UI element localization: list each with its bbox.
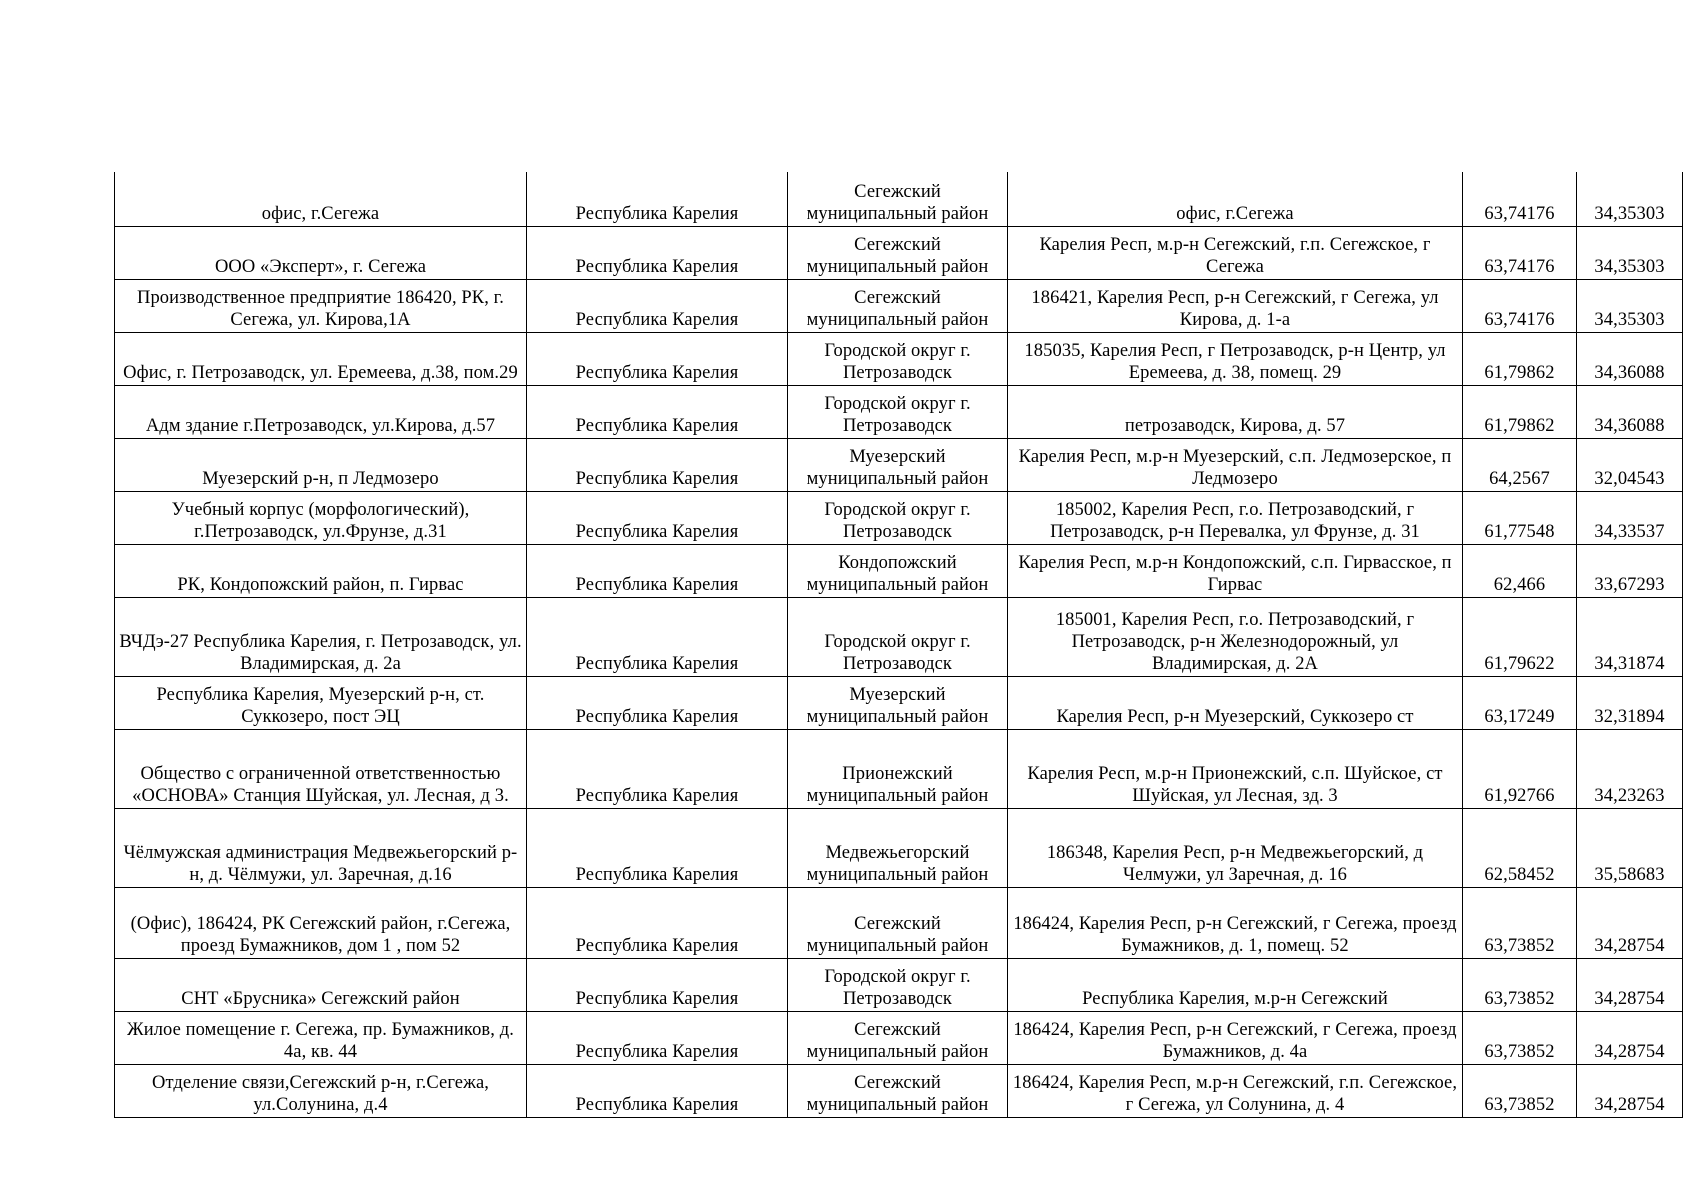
object-name-cell: Жилое помещение г. Сегежа, пр. Бумажников, д. 4а, кв. 44 [115,1011,527,1064]
longitude-cell: 32,31894 [1577,676,1683,729]
region-cell: Республика Карелия [527,887,788,958]
object-name-cell: Республика Карелия, Муезерский р-н, ст. Суккозеро, пост ЭЦ [115,676,527,729]
region-cell: Республика Карелия [527,729,788,808]
region-cell: Республика Карелия [527,226,788,279]
latitude-cell: 63,74176 [1463,279,1577,332]
region-cell: Республика Карелия [527,1064,788,1117]
latitude-cell: 63,74176 [1463,226,1577,279]
address-cell: офис, г.Сегежа [1008,172,1463,226]
table-row [115,597,1683,676]
longitude-cell: 32,04543 [1577,438,1683,491]
municipality-cell: Сегежский муниципальный район [788,226,1008,279]
table-row [115,491,1683,544]
region-cell: Республика Карелия [527,332,788,385]
longitude-cell: 34,31874 [1577,597,1683,676]
object-name-cell: Отделение связи,Сегежский р-н, г.Сегежа, ул.Солунина, д.4 [115,1064,527,1117]
object-name-cell: Офис, г. Петрозаводск, ул. Еремеева, д.38, пом.29 [115,332,527,385]
latitude-cell: 63,17249 [1463,676,1577,729]
address-cell: Карелия Респ, р-н Муезерский, Суккозеро ст [1008,676,1463,729]
municipality-cell: Сегежский муниципальный район [788,172,1008,226]
longitude-cell: 34,23263 [1577,729,1683,808]
latitude-cell: 63,73852 [1463,958,1577,1011]
table-row [115,332,1683,385]
latitude-cell: 62,58452 [1463,808,1577,887]
object-name-cell: РК, Кондопожский район, п. Гирвас [115,544,527,597]
longitude-cell: 34,28754 [1577,958,1683,1011]
object-name-cell: Общество с ограниченной ответственностью «ОСНОВА» Станция Шуйская, ул. Лесная, д 3. [115,729,527,808]
address-cell: 186424, Карелия Респ, р-н Сегежский, г Сегежа, проезд Бумажников, д. 1, помещ. 52 [1008,887,1463,958]
latitude-cell: 63,74176 [1463,172,1577,226]
latitude-cell: 61,79862 [1463,332,1577,385]
table-row [115,385,1683,438]
table-row [115,544,1683,597]
address-cell: Карелия Респ, м.р-н Сегежский, г.п. Сегежское, г Сегежа [1008,226,1463,279]
region-cell: Республика Карелия [527,491,788,544]
latitude-cell: 63,73852 [1463,887,1577,958]
municipality-cell: Городской округ г. Петрозаводск [788,385,1008,438]
address-cell: Карелия Респ, м.р-н Кондопожский, с.п. Гирвасское, п Гирвас [1008,544,1463,597]
municipality-cell: Городской округ г. Петрозаводск [788,597,1008,676]
municipality-cell: Городской округ г. Петрозаводск [788,491,1008,544]
region-cell: Республика Карелия [527,385,788,438]
table-row [115,172,1683,226]
object-name-cell: ООО «Эксперт», г. Сегежа [115,226,527,279]
object-name-cell: офис, г.Сегежа [115,172,527,226]
address-cell: 186424, Карелия Респ, м.р-н Сегежский, г.п. Сегежское, г Сегежа, ул Солунина, д. 4 [1008,1064,1463,1117]
table-row [115,1011,1683,1064]
region-cell: Республика Карелия [527,279,788,332]
table-row [115,729,1683,808]
object-name-cell: Чёлмужская администрация Медвежьегорский р-н, д. Чёлмужи, ул. Заречная, д.16 [115,808,527,887]
address-cell: 185001, Карелия Респ, г.о. Петрозаводский, г Петрозаводск, р-н Железнодорожный, ул Владимирская, д. 2А [1008,597,1463,676]
region-cell: Республика Карелия [527,438,788,491]
address-cell: петрозаводск, Кирова, д. 57 [1008,385,1463,438]
address-cell: 185002, Карелия Респ, г.о. Петрозаводский, г Петрозаводск, р-н Перевалка, ул Фрунзе, д. 31 [1008,491,1463,544]
municipality-cell: Кондопожский муниципальный район [788,544,1008,597]
address-cell: 186424, Карелия Респ, р-н Сегежский, г Сегежа, проезд Бумажников, д. 4а [1008,1011,1463,1064]
longitude-cell: 34,36088 [1577,332,1683,385]
object-name-cell: ВЧДэ-27 Республика Карелия, г. Петрозаводск, ул. Владимирская, д. 2а [115,597,527,676]
municipality-cell: Муезерский муниципальный район [788,676,1008,729]
municipality-cell: Городской округ г. Петрозаводск [788,332,1008,385]
municipality-cell: Сегежский муниципальный район [788,1064,1008,1117]
municipality-cell: Сегежский муниципальный район [788,279,1008,332]
object-name-cell: Учебный корпус (морфологический), г.Петрозаводск, ул.Фрунзе, д.31 [115,491,527,544]
region-cell: Республика Карелия [527,958,788,1011]
municipality-cell: Медвежьегорский муниципальный район [788,808,1008,887]
address-cell: Карелия Респ, м.р-н Прионежский, с.п. Шуйское, ст Шуйская, ул Лесная, зд. 3 [1008,729,1463,808]
object-name-cell: Адм здание г.Петрозаводск, ул.Кирова, д.57 [115,385,527,438]
latitude-cell: 61,79862 [1463,385,1577,438]
longitude-cell: 34,35303 [1577,279,1683,332]
region-cell: Республика Карелия [527,808,788,887]
table-row [115,1064,1683,1117]
latitude-cell: 64,2567 [1463,438,1577,491]
municipality-cell: Городской округ г. Петрозаводск [788,958,1008,1011]
municipality-cell: Прионежский муниципальный район [788,729,1008,808]
longitude-cell: 35,58683 [1577,808,1683,887]
address-cell: Республика Карелия, м.р-н Сегежский [1008,958,1463,1011]
table-row [115,279,1683,332]
longitude-cell: 34,33537 [1577,491,1683,544]
latitude-cell: 61,79622 [1463,597,1577,676]
municipality-cell: Сегежский муниципальный район [788,887,1008,958]
object-name-cell: Муезерский р-н, п Ледмозеро [115,438,527,491]
municipality-cell: Сегежский муниципальный район [788,1011,1008,1064]
address-cell: 186348, Карелия Респ, р-н Медвежьегорский, д Челмужи, ул Заречная, д. 16 [1008,808,1463,887]
longitude-cell: 34,28754 [1577,1064,1683,1117]
region-cell: Республика Карелия [527,597,788,676]
table-row [115,676,1683,729]
latitude-cell: 61,92766 [1463,729,1577,808]
address-cell: 185035, Карелия Респ, г Петрозаводск, р-н Центр, ул Еремеева, д. 38, помещ. 29 [1008,332,1463,385]
municipality-cell: Муезерский муниципальный район [788,438,1008,491]
registry-table [114,172,1683,1118]
object-name-cell: СНТ «Брусника» Сегежский район [115,958,527,1011]
address-cell: 186421, Карелия Респ, р-н Сегежский, г Сегежа, ул Кирова, д. 1-а [1008,279,1463,332]
object-name-cell: (Офис), 186424, РК Сегежский район, г.Сегежа, проезд Бумажников, дом 1 , пом 52 [115,887,527,958]
longitude-cell: 33,67293 [1577,544,1683,597]
address-cell: Карелия Респ, м.р-н Муезерский, с.п. Ледмозерское, п Ледмозеро [1008,438,1463,491]
longitude-cell: 34,36088 [1577,385,1683,438]
latitude-cell: 63,73852 [1463,1064,1577,1117]
longitude-cell: 34,35303 [1577,172,1683,226]
table-row [115,226,1683,279]
region-cell: Республика Карелия [527,1011,788,1064]
region-cell: Республика Карелия [527,172,788,226]
region-cell: Республика Карелия [527,676,788,729]
latitude-cell: 62,466 [1463,544,1577,597]
longitude-cell: 34,35303 [1577,226,1683,279]
table-row [115,438,1683,491]
table-row [115,808,1683,887]
longitude-cell: 34,28754 [1577,1011,1683,1064]
table-row [115,958,1683,1011]
region-cell: Республика Карелия [527,544,788,597]
latitude-cell: 63,73852 [1463,1011,1577,1064]
latitude-cell: 61,77548 [1463,491,1577,544]
object-name-cell: Производственное предприятие 186420, РК, г. Сегежа, ул. Кирова,1А [115,279,527,332]
table-row [115,887,1683,958]
longitude-cell: 34,28754 [1577,887,1683,958]
